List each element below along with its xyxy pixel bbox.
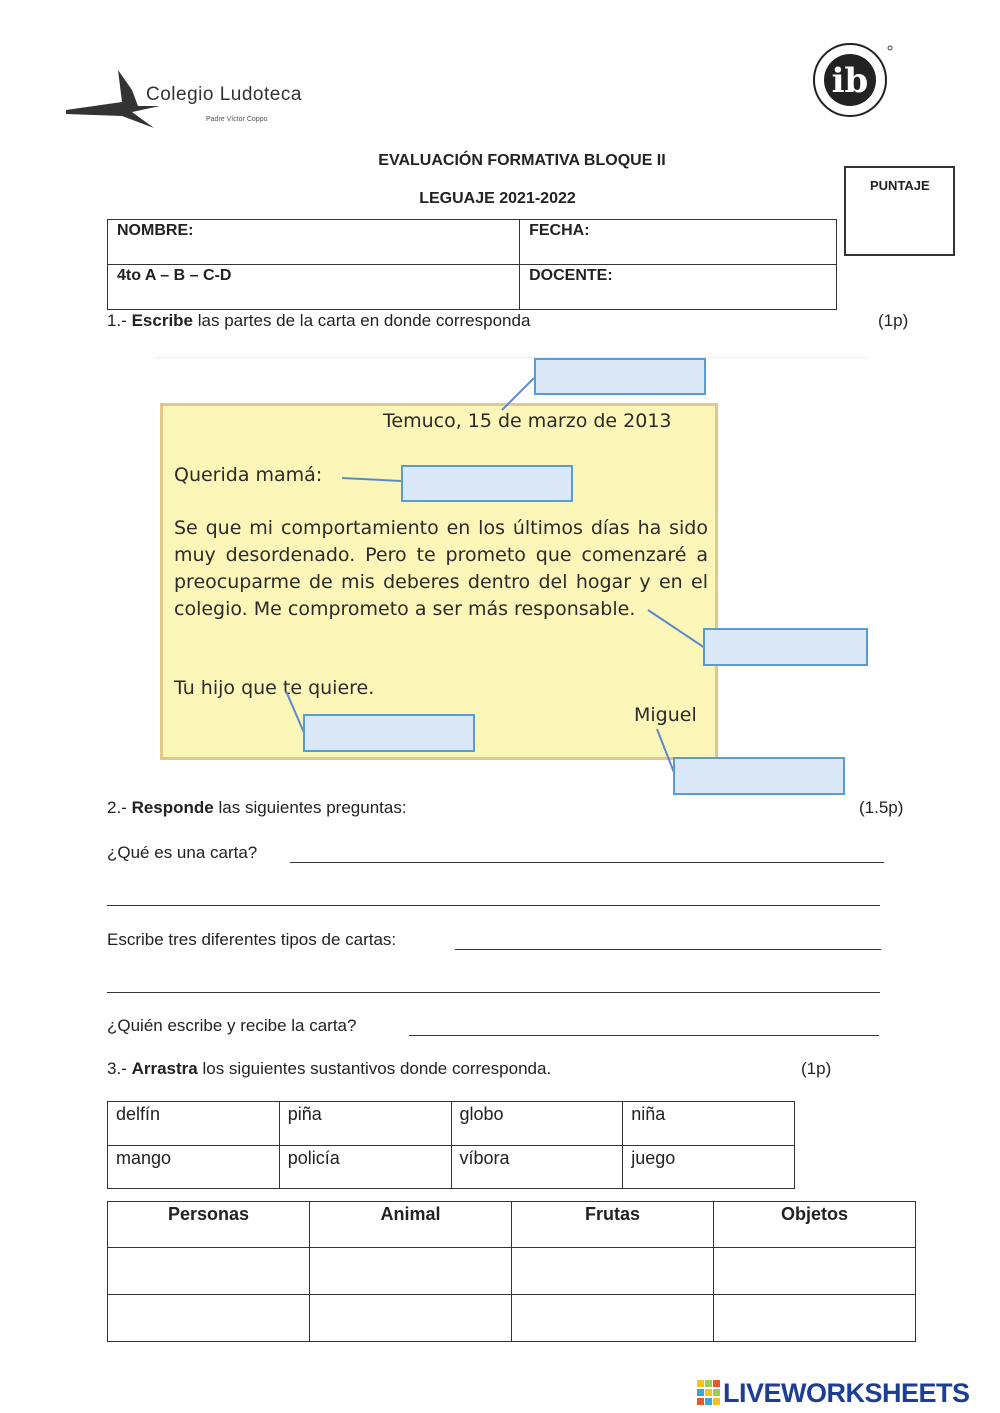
letter-body: Se que mi comportamiento en los últimos días ha sido muy desordenado. Pero te prometo que comenzaré a preocuparme de mis deberes dentro del hogar y en el colegio. Me comprometo a ser más responsable. — [174, 517, 708, 620]
page-subtitle: LEGUAJE 2021-2022 — [419, 190, 576, 207]
drop-cell[interactable] — [714, 1295, 916, 1342]
drop-box-date[interactable] — [534, 358, 706, 395]
q2-question-3: ¿Quién escribe y recibe la carta? — [107, 1016, 357, 1035]
letter-date-place: Temuco, 15 de marzo de 2013 — [383, 410, 672, 432]
noun-item[interactable]: víbora — [451, 1145, 623, 1189]
noun-item[interactable]: globo — [451, 1102, 623, 1146]
noun-item[interactable]: juego — [623, 1145, 795, 1189]
answer-line-5[interactable] — [409, 1015, 879, 1036]
question-3 — [107, 1059, 551, 1079]
q1-text: las partes de la carta en donde corresponda — [193, 311, 531, 330]
answer-line-3[interactable] — [455, 929, 881, 950]
school-name: Colegio Ludoteca — [146, 84, 302, 105]
category-header-objetos: Objetos — [714, 1202, 916, 1248]
lws-brand: LIVEWORKSHEETS — [723, 1378, 970, 1408]
drop-box-closing[interactable] — [303, 714, 475, 752]
q2-question-2: Escribe tres diferentes tipos de cartas: — [107, 930, 397, 949]
q3-points: (1p) — [801, 1059, 832, 1078]
q3-text: los siguientes sustantivos donde corresponda. — [197, 1059, 552, 1078]
grade-cell: 4to A – B – C-D — [108, 265, 520, 310]
liveworksheets-logo — [697, 1378, 997, 1408]
drop-cell[interactable] — [108, 1295, 310, 1342]
q1-number: 1.- — [107, 311, 127, 330]
date-cell: FECHA: — [520, 220, 837, 265]
q2-verb: Responde — [131, 798, 214, 817]
noun-item[interactable]: delfín — [108, 1102, 280, 1146]
answer-line-2[interactable] — [107, 885, 880, 906]
noun-item[interactable]: piña — [279, 1102, 451, 1146]
drop-cell[interactable] — [512, 1248, 714, 1295]
score-label: PUNTAJE — [870, 178, 930, 193]
letter-closing: Tu hijo que te quiere. — [174, 677, 375, 699]
noun-item[interactable]: mango — [108, 1145, 280, 1189]
drop-cell[interactable] — [714, 1248, 916, 1295]
q2-text: las siguientes preguntas: — [213, 798, 407, 817]
question-2 — [107, 798, 407, 818]
q1-points: (1p) — [878, 311, 909, 330]
lws-blocks-icon — [697, 1380, 721, 1406]
drop-cell[interactable] — [108, 1248, 310, 1295]
drop-cell[interactable] — [512, 1295, 714, 1342]
categories-table — [107, 1201, 916, 1342]
q2-number: 2.- — [107, 798, 127, 817]
q2-question-1: ¿Qué es una carta? — [107, 843, 258, 862]
drop-cell[interactable] — [310, 1295, 512, 1342]
category-header-animal: Animal — [310, 1202, 512, 1248]
drop-cell[interactable] — [310, 1248, 512, 1295]
drop-box-greeting[interactable] — [401, 465, 573, 502]
noun-item[interactable]: policía — [279, 1145, 451, 1189]
letter-greeting: Querida mamá: — [174, 464, 323, 486]
q2-points: (1.5p) — [859, 798, 904, 817]
q3-number: 3.- — [107, 1059, 127, 1078]
answer-line-1[interactable] — [290, 842, 884, 863]
nouns-table — [107, 1101, 795, 1189]
teacher-cell: DOCENTE: — [520, 265, 837, 310]
category-header-personas: Personas — [108, 1202, 310, 1248]
page-title: EVALUACIÓN FORMATIVA BLOQUE II — [378, 152, 666, 169]
q1-verb: Escribe — [131, 311, 194, 330]
category-header-frutas: Frutas — [512, 1202, 714, 1248]
drop-box-signature[interactable] — [673, 757, 845, 795]
school-subtitle: Padre Víctor Coppo — [206, 116, 268, 123]
answer-line-4[interactable] — [107, 972, 880, 993]
q3-verb: Arrastra — [131, 1059, 198, 1078]
letter-signature: Miguel — [634, 704, 697, 726]
name-cell: NOMBRE: — [108, 220, 520, 265]
drop-box-body[interactable] — [703, 628, 868, 666]
svg-text:ib: ib — [831, 61, 869, 101]
noun-item[interactable]: niña — [623, 1102, 795, 1146]
